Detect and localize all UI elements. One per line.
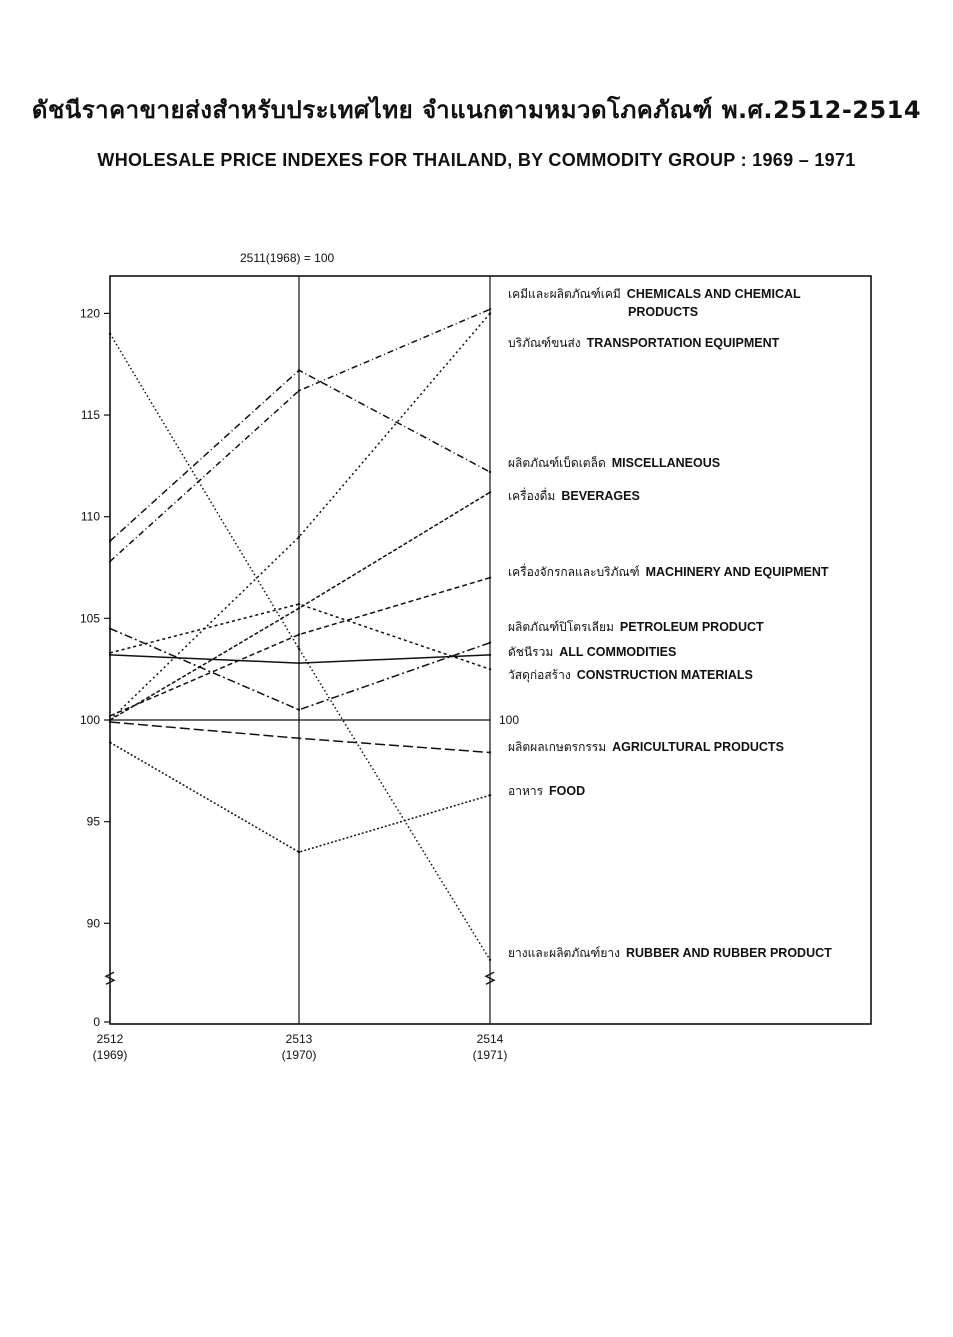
- series-label-thai: เครื่องดื่ม: [508, 489, 556, 503]
- series-label-english: AGRICULTURAL PRODUCTS: [612, 740, 784, 754]
- chart-title-thai: ดัชนีราคาขายส่งสำหรับประเทศไทย จำแนกตามหมวดโภคภัณฑ์ พ.ศ.2512-2514: [31, 96, 922, 124]
- series-label: [508, 784, 585, 798]
- series-label-thai: อาหาร: [508, 784, 544, 798]
- series-label: [508, 563, 829, 579]
- series-line: [110, 578, 490, 716]
- series-point: [489, 642, 491, 644]
- series-point: [109, 652, 111, 654]
- y-tick-label: 100: [79, 713, 100, 727]
- series-point: [489, 668, 491, 670]
- series-line: [110, 655, 490, 663]
- x-tick-sublabel: (1969): [92, 1048, 128, 1062]
- series-label-english: MISCELLANEOUS: [611, 456, 721, 470]
- series-point: [109, 540, 111, 542]
- y-tick-label: 90: [86, 916, 100, 931]
- series-point: [298, 390, 300, 392]
- series-label: [508, 620, 764, 634]
- series-point: [298, 709, 300, 711]
- series-point: [298, 633, 300, 635]
- series-point: [489, 491, 491, 493]
- series-label: [508, 287, 801, 301]
- series-label-english: FOOD: [549, 784, 586, 798]
- series-point: [109, 715, 111, 717]
- series-point: [489, 654, 491, 656]
- base-year-note: 2511(1968) = 100: [240, 251, 335, 265]
- series-point: [109, 741, 111, 743]
- series-label-english: CHEMICALS AND CHEMICAL: [626, 287, 801, 301]
- series-label-thai: ผลิตภัณฑ์ปิโตรเลียม: [508, 620, 614, 634]
- y-tick-label: 115: [80, 408, 100, 423]
- series-label-english: CONSTRUCTION MATERIALS: [576, 668, 753, 682]
- series-label: [508, 946, 832, 960]
- series-label: [508, 487, 640, 503]
- series-line: [110, 722, 490, 753]
- series-label-thai: บริภัณฑ์ขนส่ง: [508, 336, 581, 350]
- series-label-thai: วัสดุก่อสร้าง: [508, 668, 571, 682]
- series-label-english: TRANSPORTATION EQUIPMENT: [586, 336, 780, 350]
- series-label-thai: ผลิตภัณฑ์เบ็ดเตล็ด: [508, 456, 606, 470]
- reference-line-label: 100: [499, 713, 520, 727]
- series-label-english: BEVERAGES: [561, 489, 640, 503]
- y-tick-label: 120: [79, 306, 100, 321]
- series-point: [489, 794, 491, 796]
- series-label-thai: ดัชนีรวม: [508, 645, 554, 659]
- series-label: [508, 668, 753, 683]
- x-tick-label: 2513: [285, 1032, 313, 1046]
- series-label-thai: เครื่องจักรกลและบริภัณฑ์: [508, 565, 640, 579]
- series-point: [298, 737, 300, 739]
- series-label-english: MACHINERY AND EQUIPMENT: [645, 565, 829, 579]
- series-label-english: PETROLEUM PRODUCT: [619, 620, 764, 634]
- series-label-thai: ผลิตผลเกษตรกรรม: [508, 740, 607, 754]
- x-tick-label: 2514: [476, 1032, 504, 1046]
- y-tick-label: 105: [79, 611, 100, 626]
- axis-break-mark: [486, 972, 494, 984]
- series-line: [110, 492, 490, 720]
- series-point: [489, 959, 491, 961]
- series-point: [109, 333, 111, 335]
- series-line: [110, 334, 490, 960]
- series-label-english: RUBBER AND RUBBER PRODUCT: [625, 946, 832, 960]
- series-line: [110, 604, 490, 669]
- series-line: [110, 313, 490, 720]
- series-line: [110, 629, 490, 710]
- series-point: [298, 648, 300, 650]
- series-label-thai: ยางและผลิตภัณฑ์ยาง: [508, 946, 620, 960]
- series-line: [110, 309, 490, 561]
- series-point: [489, 751, 491, 753]
- series-point: [298, 536, 300, 538]
- series-label: [508, 645, 676, 659]
- axis-break-mark: [106, 972, 114, 984]
- y-tick-label: 110: [80, 509, 100, 524]
- x-tick-label: 2512: [96, 1032, 124, 1046]
- series-point: [298, 662, 300, 664]
- series-label: [508, 336, 780, 350]
- series-point: [489, 308, 491, 310]
- series-line: [110, 742, 490, 852]
- series-point: [109, 627, 111, 629]
- series-point: [298, 603, 300, 605]
- series-label: [508, 455, 720, 470]
- series-label: [508, 740, 784, 754]
- series-point: [298, 851, 300, 853]
- chart-title-english: WHOLESALE PRICE INDEXES FOR THAILAND, BY COMMODITY GROUP : 1969 – 1971: [97, 150, 856, 170]
- x-tick-sublabel: (1971): [472, 1048, 508, 1062]
- y-tick-label: 0: [93, 1015, 100, 1029]
- series-point: [298, 369, 300, 371]
- x-tick-sublabel: (1970): [281, 1048, 317, 1062]
- series-point: [489, 577, 491, 579]
- series-point: [489, 312, 491, 314]
- series-point: [489, 471, 491, 473]
- series-label-thai: เคมีและผลิตภัณฑ์เคมี: [508, 287, 621, 301]
- series-label-english: ALL COMMODITIES: [559, 645, 677, 659]
- series-point: [298, 607, 300, 609]
- series-point: [109, 560, 111, 562]
- series-line: [110, 370, 490, 541]
- series-label-english-line2: PRODUCTS: [628, 305, 699, 319]
- y-tick-label: 95: [86, 814, 100, 829]
- series-point: [109, 721, 111, 723]
